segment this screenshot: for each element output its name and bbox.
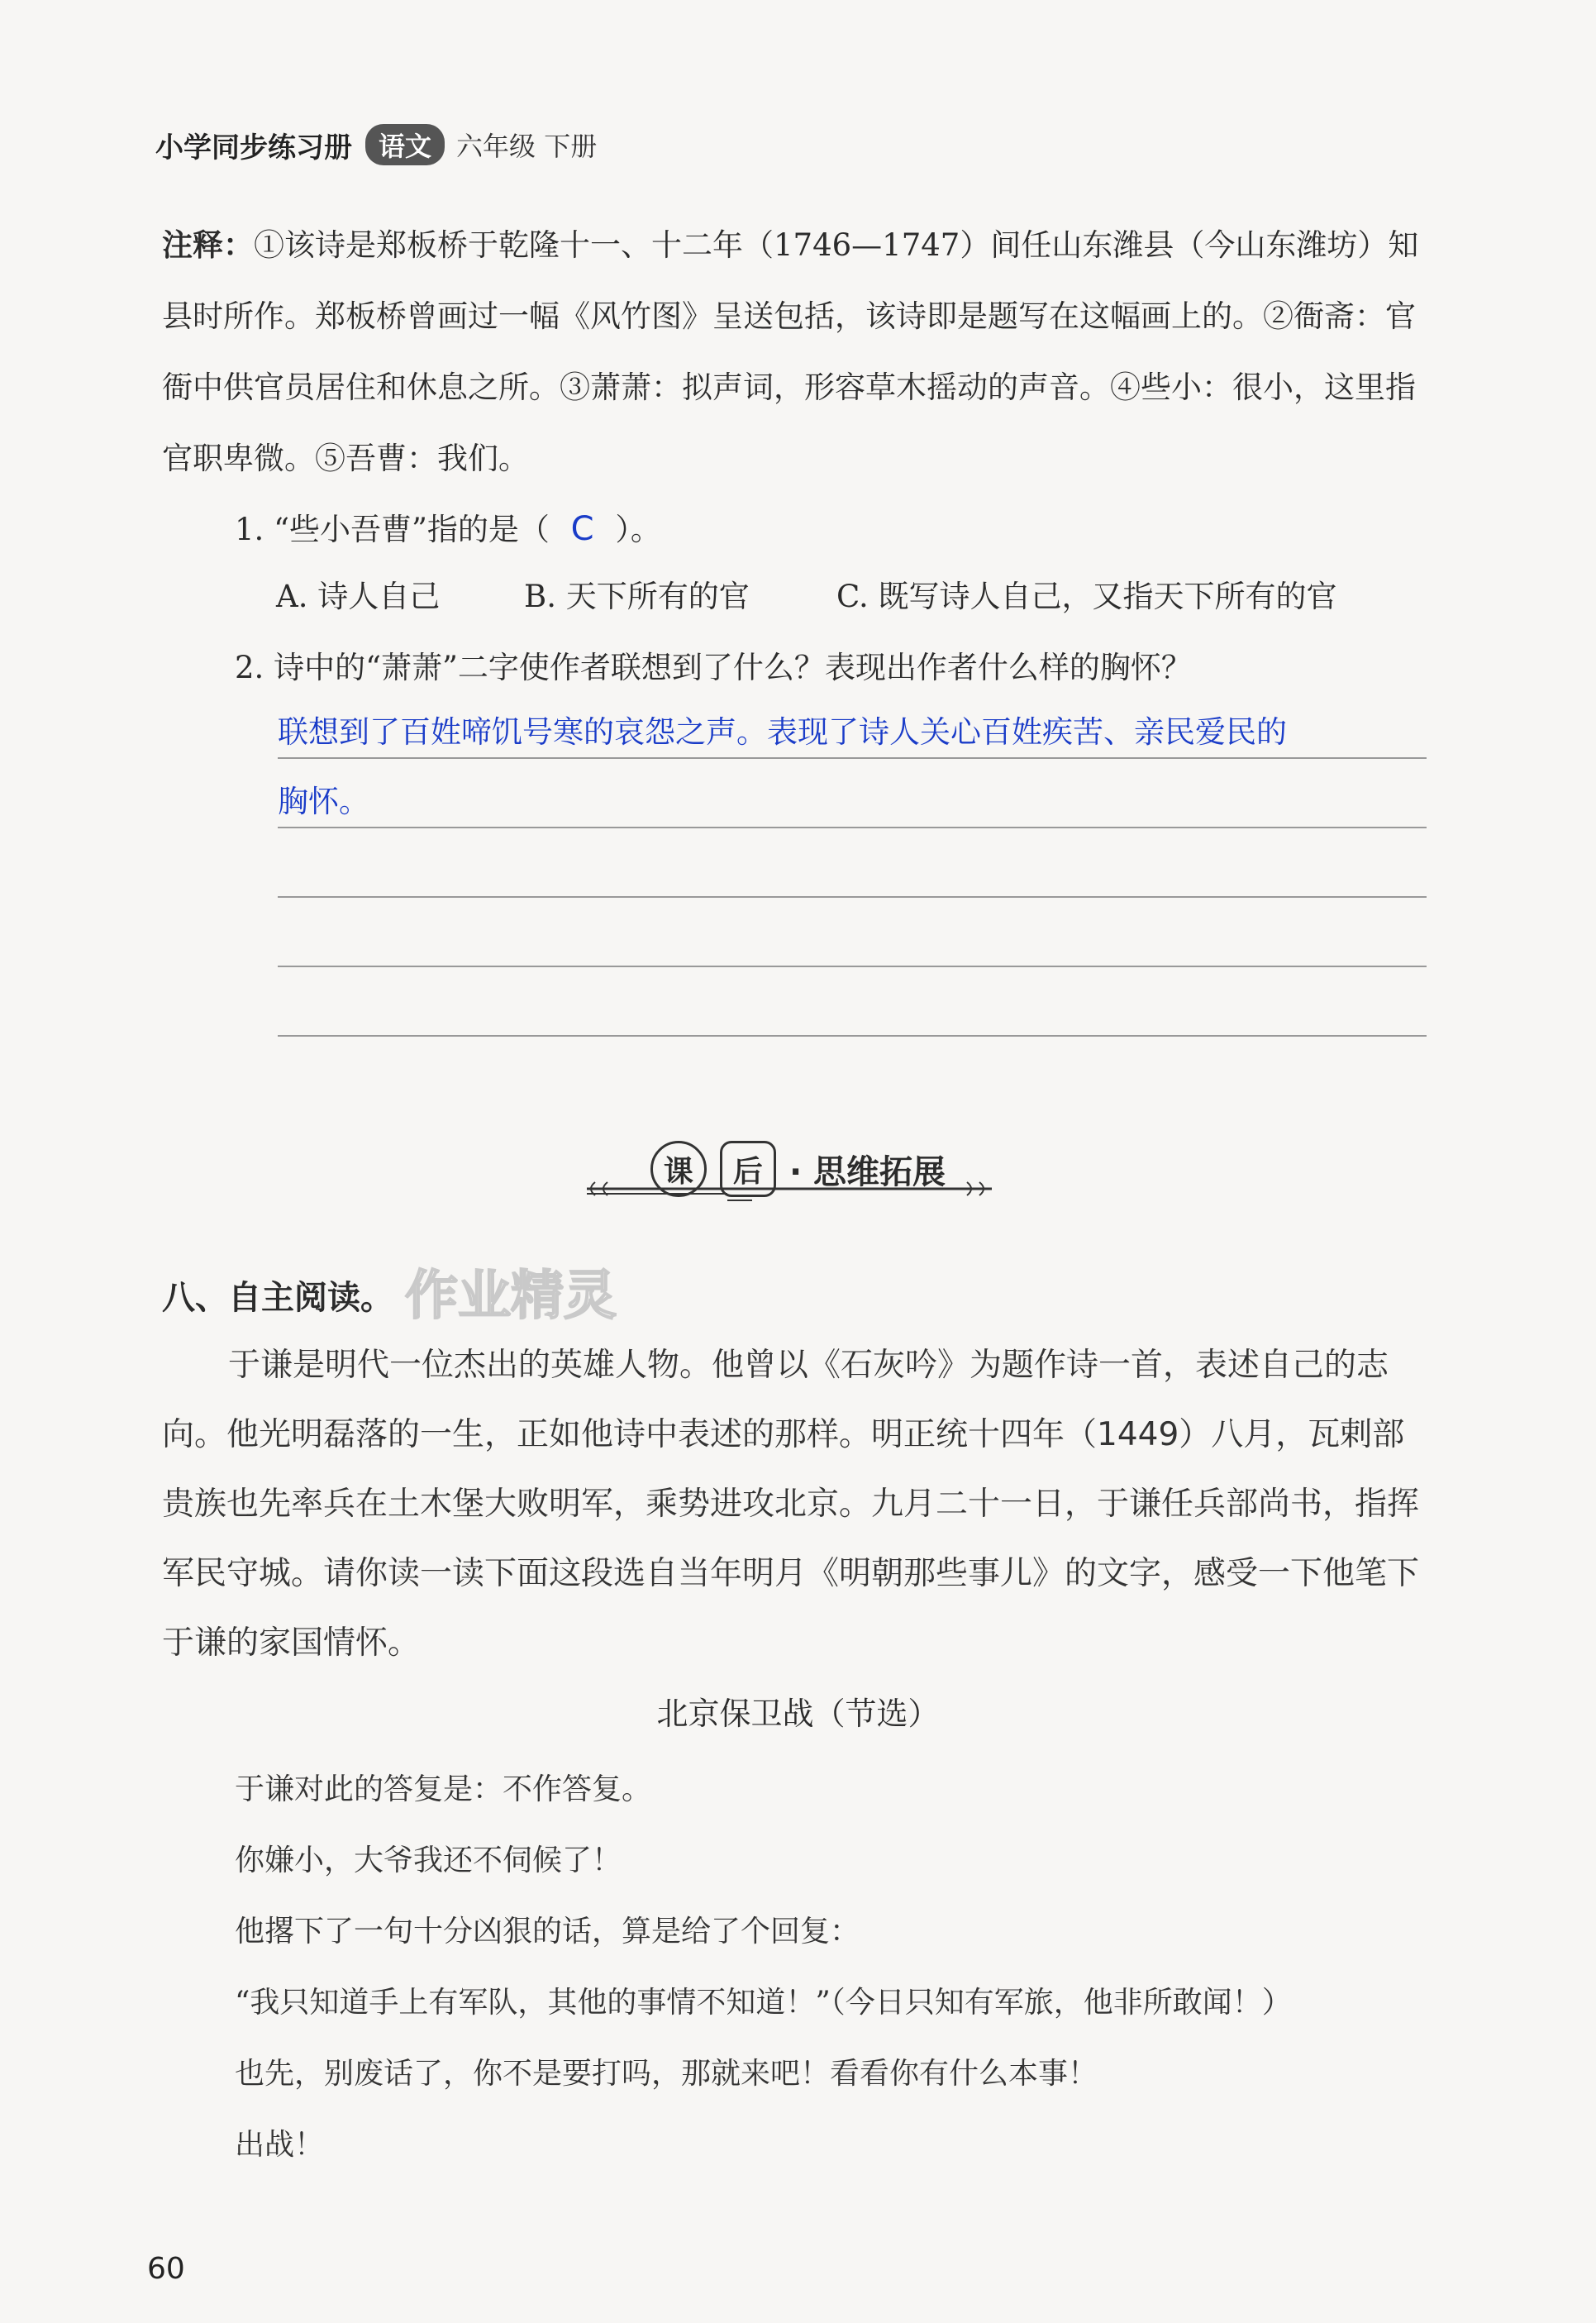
- intro-paragraph: [162, 1331, 1435, 1678]
- intro-text: 于谦是明代一位杰出的英雄人物。他曾以《石灰吟》为题作诗一首，表述自己的志向。他光明磊落的一生，正如他诗中表述的那样。明正统十四年（1449）八月，瓦剌部贵族也先率兵在土木堡大败明军，乘势进攻北京。九月二十一日，于谦任兵部尚书，指挥军民守城。请你读一读下面这段选自当年明月《明朝那些事儿》的文字，感受一下他笔下于谦的家国情怀。: [162, 1347, 1420, 1662]
- question-1: [235, 504, 661, 555]
- q1-option-b: B. 天下所有的官: [524, 579, 750, 614]
- book-title: 小学同步练习册: [155, 131, 352, 165]
- q1-suffix: ）。: [615, 512, 661, 547]
- q1-answer: C: [570, 510, 594, 548]
- q2-answer-line-1: 联想到了百姓啼饥号寒的哀怨之声。表现了诗人关心百姓疾苦、亲民爱民的: [278, 714, 1287, 750]
- excerpt-line: 于谦对此的答复是：不作答复。: [235, 1772, 652, 1806]
- notes-paragraph: [162, 210, 1435, 494]
- excerpt-line: 你嫌小，大爷我还不伺候了！: [235, 1844, 622, 1877]
- article-excerpt: [235, 1754, 1475, 2181]
- section-char-2: 后: [720, 1141, 776, 1197]
- q1-option-c: C. 既写诗人自己，又指天下所有的官: [836, 579, 1337, 614]
- notes-text: ①该诗是郑板桥于乾隆十一、十二年（1746—1747）间任山东潍县（今山东潍坊）知县时所作。郑板桥曾画过一幅《风竹图》呈送包括，该诗即是题写在这幅画上的。②衙斋：官衙中供官员居住和休息之所。③萧萧：拟声词，形容草木摇动的声音。④些小：很小，这里指官职卑微。⑤吾曹：我们。: [162, 227, 1419, 476]
- answer-line: [278, 966, 1427, 967]
- page-header: [155, 124, 597, 165]
- grade-label: 六年级 下册: [456, 131, 598, 162]
- notes-label: 注释：: [162, 227, 254, 263]
- question-2: 2. 诗中的“萧萧”二字使作者联想到了什么？表现出作者什么样的胸怀？: [235, 650, 1192, 685]
- excerpt-line: “我只知道手上有军队，其他的事情不知道！”（今日只知有军旅，他非所敢闻！）: [235, 1986, 1292, 2020]
- answer-line: [278, 1035, 1427, 1037]
- section-char-1: 课: [650, 1141, 707, 1197]
- q1-option-a: A. 诗人自己: [276, 579, 441, 614]
- section-title-text: · 思维拓展: [788, 1152, 946, 1191]
- watermark-logo: 作业精灵: [405, 1266, 617, 1327]
- answer-line: [278, 827, 1427, 828]
- excerpt-line: 也先，别废话了，你不是要打吗，那就来吧！看看你有什么本事！: [235, 2057, 1098, 2091]
- answer-line: [278, 757, 1427, 759]
- part-8-title: 八、自主阅读。: [162, 1279, 393, 1317]
- section-decoration-icon: [579, 1172, 1008, 1205]
- q2-answer-line-2: 胸怀。: [278, 784, 369, 819]
- q1-prefix: 1. “些小吾曹”指的是（: [235, 512, 550, 547]
- answer-line: [278, 896, 1427, 898]
- page-number: 60: [147, 2252, 185, 2286]
- excerpt-line: 出战！: [235, 2128, 325, 2162]
- subject-badge: 语文: [365, 124, 445, 165]
- excerpt-line: 他撂下了一句十分凶狠的话，算是给了个回复：: [235, 1915, 860, 1949]
- article-title: 北京保卫战（节选）: [656, 1696, 940, 1732]
